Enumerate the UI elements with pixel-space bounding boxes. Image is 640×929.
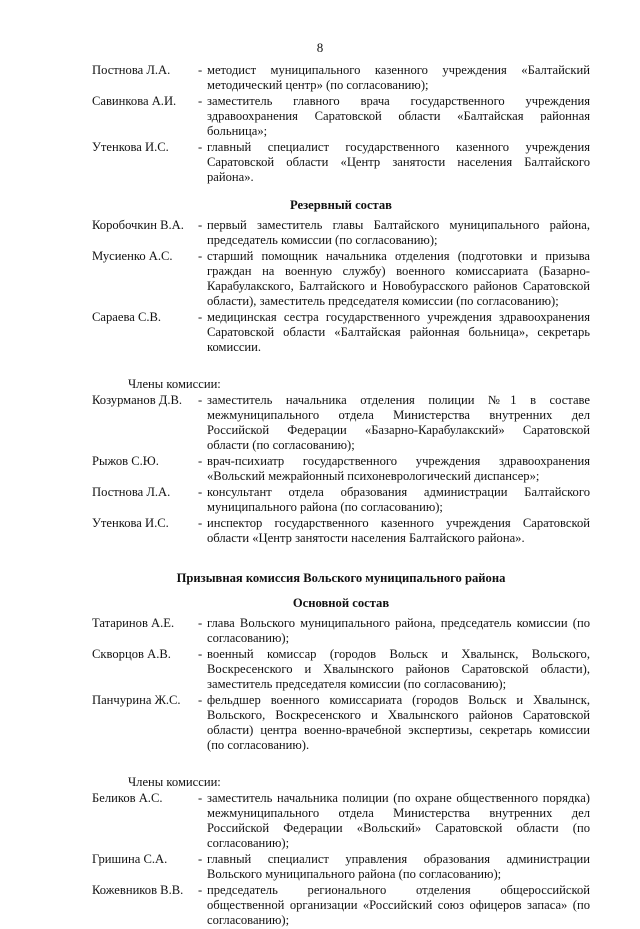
member-name: Постнова Л.А.	[92, 63, 171, 77]
main-list	[92, 616, 590, 753]
member-role: медицинская сестра государственного учреждения здравоохранения Саратовской области «Балтайская районная больница», секретарь комиссии.	[207, 310, 590, 354]
member-name: Скворцов А.В.	[92, 647, 171, 661]
list-item	[92, 218, 590, 248]
member-name: Мусиенко А.С.	[92, 249, 173, 263]
list-item	[92, 94, 590, 139]
dash: -	[198, 647, 203, 661]
list-item	[92, 310, 590, 355]
dash: -	[198, 454, 203, 468]
list-item	[92, 63, 590, 93]
list-item	[92, 393, 590, 453]
member-name: Беликов А.С.	[92, 791, 163, 805]
member-role: заместитель начальника отделения полиции №1 в составе межмуниципального отдела Министерства внутренних дел Российской Федерации «Базарно-Карабулакский» Саратовской области (по согласованию);	[207, 393, 590, 452]
member-name: Сараева С.В.	[92, 310, 162, 324]
dash: -	[198, 140, 203, 154]
dash: -	[198, 94, 203, 108]
member-name: Козурманов Д.В.	[92, 393, 183, 407]
page-number: 8	[316, 40, 324, 55]
dash: -	[198, 63, 203, 77]
list-item	[92, 485, 590, 515]
group-1-list	[92, 63, 590, 185]
list-item	[92, 647, 590, 692]
member-role: главный специалист управления образования администрации Вольского муниципального района (по согласованию);	[207, 852, 590, 881]
member-role: методист муниципального казенного учреждения «Балтайский методический центр» (по согласованию);	[207, 63, 590, 92]
list-item	[92, 249, 590, 309]
reserve-heading: Резервный состав	[290, 198, 392, 212]
list-item	[92, 516, 590, 546]
list-item	[92, 852, 590, 882]
member-name: Постнова Л.А.	[92, 485, 171, 499]
member-role: консультант отдела образования администрации Балтайского муниципального района (по согласованию);	[207, 485, 590, 514]
member-name: Савинкова А.И.	[92, 94, 177, 108]
document-content	[92, 63, 590, 929]
dash: -	[198, 249, 203, 263]
dash: -	[198, 791, 203, 805]
member-role: глава Вольского муниципального района, председатель комиссии (по согласованию);	[207, 616, 590, 645]
member-name: Панчурина Ж.С.	[92, 693, 181, 707]
list-item	[92, 616, 590, 646]
member-role: главный специалист государственного казенного учреждения Саратовской области «Центр занятости населения Балтайского района».	[207, 140, 590, 184]
list-item	[92, 693, 590, 753]
member-name: Утенкова И.С.	[92, 140, 169, 154]
member-name: Рыжов С.Ю.	[92, 454, 159, 468]
member-name: Кожевников В.В.	[92, 883, 184, 897]
dash: -	[198, 516, 203, 530]
member-role: фельдшер военного комиссариата (городов Вольск и Хвалынск, Вольского, Воскресенского и Хвалынского районов Саратовской области) центра военно-врачебной экспертизы, секретарь комиссии (по согласованию).	[207, 693, 590, 752]
main-heading: Основной состав	[292, 596, 390, 610]
reserve-list	[92, 218, 590, 355]
dash: -	[198, 852, 203, 866]
reserve-members-list	[92, 393, 590, 546]
list-item	[92, 883, 590, 928]
dash: -	[198, 393, 203, 407]
member-role: председатель регионального отделения общероссийской общественной организации «Российский союз офицеров запаса» (по согласованию);	[207, 883, 590, 927]
member-role: врач-психиатр государственного учреждения здравоохранения «Вольский межрайонный психоневрологический диспансер»;	[207, 454, 590, 483]
dash: -	[198, 485, 203, 499]
members-label-1: Члены комиссии:	[128, 377, 221, 391]
member-role: заместитель главного врача государственного учреждения здравоохранения Саратовской области «Балтайская районная больница»;	[207, 94, 590, 138]
dash: -	[198, 693, 203, 707]
member-name: Татаринов А.Е.	[92, 616, 175, 630]
member-name: Утенкова И.С.	[92, 516, 169, 530]
member-name: Коробочкин В.А.	[92, 218, 184, 232]
member-role: военный комиссар (городов Вольск и Хвалынск, Вольского, Воскресенского и Хвалынского районов Саратовской области), заместитель председателя комиссии (по согласованию);	[207, 647, 590, 691]
dash: -	[198, 218, 203, 232]
main-members-list	[92, 791, 590, 928]
dash: -	[198, 883, 203, 897]
member-role: инспектор государственного казенного учреждения Саратовской области «Центр занятости населения Балтайского района».	[207, 516, 590, 545]
member-role: заместитель начальника полиции (по охране общественного порядка) межмуниципального отдела Министерства внутренних дел Российской Федерации «Вольский» Саратовской области (по согласованию);	[207, 791, 590, 850]
list-item	[92, 791, 590, 851]
dash: -	[198, 310, 203, 324]
member-role: старший помощник начальника отделения (подготовки и призыва граждан на военную службу) военного комиссариата (Базарно-Карабулакского, Балтайского и Новобурасского районов Саратовской области), заместитель председателя комиссии (по согласованию);	[207, 249, 590, 308]
list-item	[92, 140, 590, 185]
commission-heading: Призывная комиссия Вольского муниципального района	[176, 571, 506, 585]
members-label-2: Члены комиссии:	[128, 775, 221, 789]
list-item	[92, 454, 590, 484]
member-role: первый заместитель главы Балтайского муниципального района, председатель комиссии (по согласованию);	[207, 218, 590, 247]
dash: -	[198, 616, 203, 630]
member-name: Гришина С.А.	[92, 852, 168, 866]
